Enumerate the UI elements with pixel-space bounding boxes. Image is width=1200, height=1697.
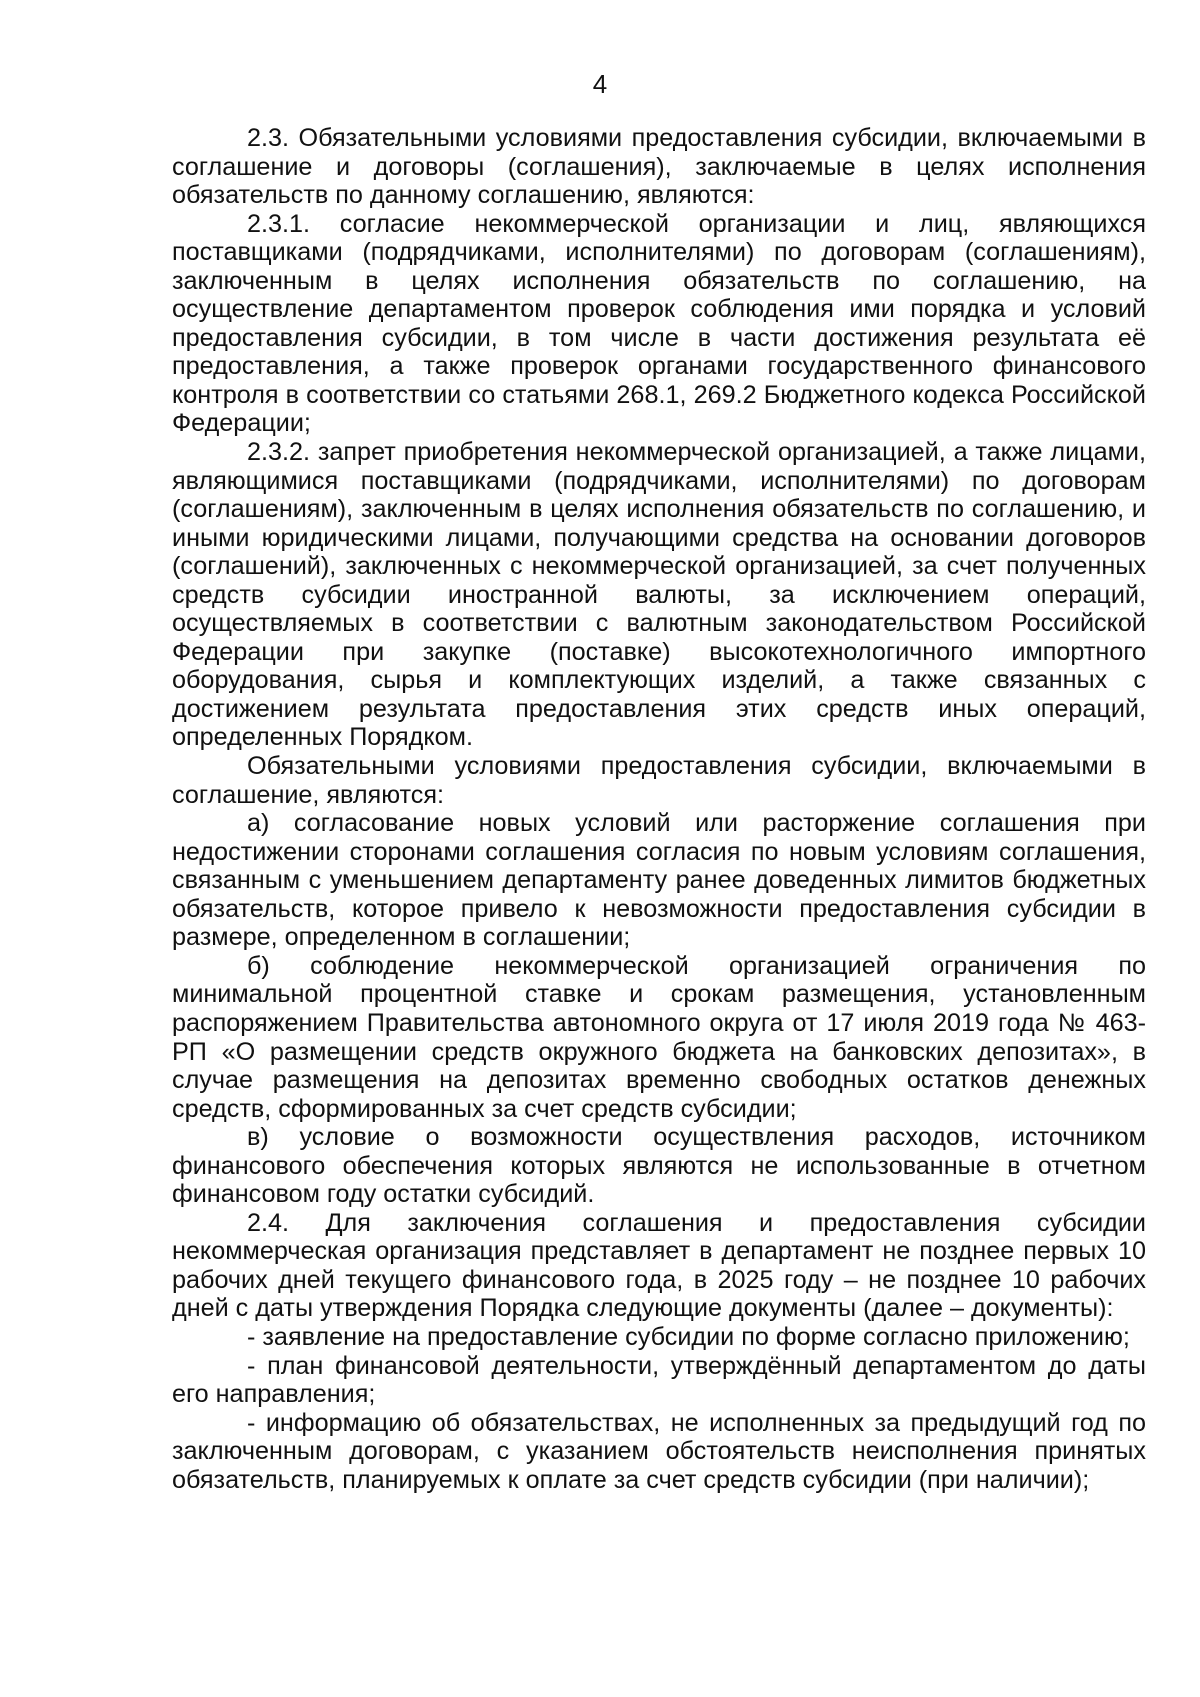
paragraph-2-3-2: 2.3.2. запрет приобретения некоммерческой организацией, а также лицами, являющимися поставщиками (подрядчиками, исполнителями) по договорам (соглашениям), заключенным в целях исполнения обязательств по соглашению, и иными юридическими лицами, получающими средства на основании договоров (соглашений), заключенных с некоммерческой организацией, за счет полученных средств субсидии иностранной валюты, за исключением операций, осуществляемых в соответствии с валютным законодательством Российской Федерации при закупке (поставке) высокотехнологичного импортного оборудования, сырья и комплектующих изделий, а также связанных с достижением результата предоставления этих средств иных операций, определенных Порядком. — [172, 438, 1146, 752]
document-list-item-obligations-info: - информацию об обязательствах, не исполненных за предыдущий год по заключенным договорам, с указанием обстоятельств неисполнения принятых обязательств, планируемых к оплате за счет средств субсидии (при наличии); — [172, 1408, 1146, 1494]
page-number: 4 — [592, 69, 608, 99]
paragraph-2-3: 2.3. Обязательными условиями предоставления субсидии, включаемыми в соглашение и договоры (соглашения), заключаемые в целях исполнения обязательств по данному соглашению, являются: — [172, 124, 1146, 210]
paragraph-mandatory-conditions: Обязательными условиями предоставления субсидии, включаемыми в соглашение, являются: — [172, 752, 1146, 809]
paragraph-2-4: 2.4. Для заключения соглашения и предоставления субсидии некоммерческая организация представляет в департамент не позднее первых 10 рабочих дней текущего финансового года, в 2025 году – не позднее 10 рабочих дней с даты утверждения Порядка следующие документы (далее – документы): — [172, 1208, 1146, 1323]
list-item-v: в) условие о возможности осуществления расходов, источником финансового обеспечения которых являются не использованные в отчетном финансовом году остатки субсидий. — [172, 1123, 1146, 1209]
document-list-item-application: - заявление на предоставление субсидии по форме согласно приложению; — [247, 1322, 1130, 1351]
paragraph-2-3-1: 2.3.1. согласие некоммерческой организации и лиц, являющихся поставщиками (подрядчиками, исполнителями) по договорам (соглашениям), заключенным в целях исполнения обязательств по соглашению, на осуществление департаментом проверок соблюдения ими порядка и условий предоставления субсидии, в том числе в части достижения результата её предоставления, а также проверок органами государственного финансового контроля в соответствии со статьями 268.1, 269.2 Бюджетного кодекса Российской Федерации; — [172, 209, 1146, 438]
list-item-a: а) согласование новых условий или расторжение соглашения при недостижении сторонами соглашения согласия по новым условиям соглашения, связанным с уменьшением департаменту ранее доведенных лимитов бюджетных обязательств, которое привело к невозможности предоставления субсидии в размере, определенном в соглашении; — [172, 809, 1146, 952]
list-item-b: б) соблюдение некоммерческой организацией ограничения по минимальной процентной ставке и срокам размещения, установленным распоряжением Правительства автономного округа от 17 июля 2019 года № 463-РП «О размещении средств окружного бюджета на банковских депозитах», в случае размещения на депозитах временно свободных остатков денежных средств, сформированных за счет средств субсидии; — [172, 951, 1146, 1123]
document-list-item-financial-plan: - план финансовой деятельности, утверждённый департаментом до даты его направления; — [172, 1351, 1146, 1409]
document-body — [172, 124, 1146, 1494]
